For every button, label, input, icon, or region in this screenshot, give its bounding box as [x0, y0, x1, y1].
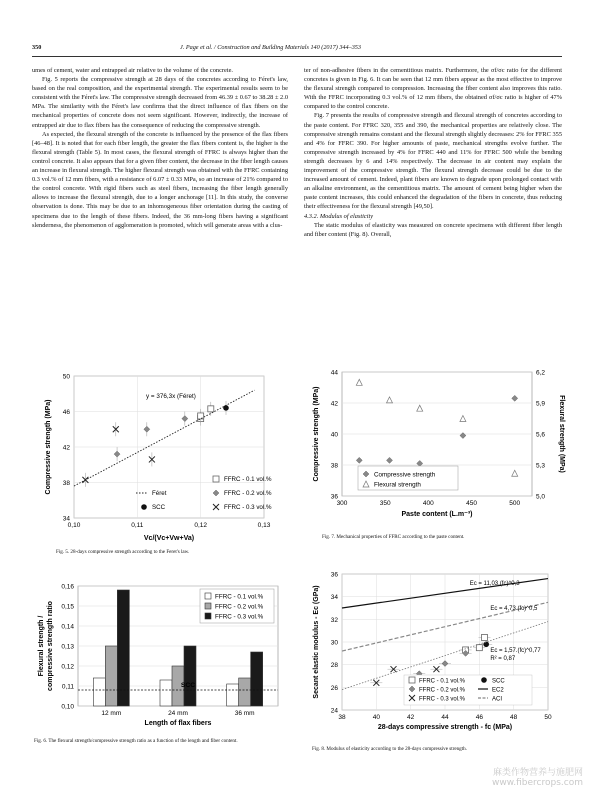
y-axis-label: Compressive strength (MPa) — [313, 386, 320, 482]
y2-tick-label: 5,6 — [536, 431, 546, 439]
fig8-chart — [306, 568, 562, 738]
y-tick-label: 34 — [62, 515, 70, 523]
bar — [227, 684, 239, 706]
x-tick-label: 300 — [336, 500, 348, 507]
y-tick-label: 50 — [62, 373, 70, 381]
section-heading: 4.3.2. Modulus of elasticity — [304, 212, 374, 220]
r2-label: R² = 0,87 — [490, 656, 516, 662]
x-axis-label: Length of flax fibers — [144, 720, 212, 727]
x-tick-label: 450 — [466, 500, 477, 507]
page-number: 350 — [32, 44, 42, 51]
paragraph: umes of cement, water and entrapped air relative to the volume of the concrete. — [32, 67, 233, 74]
y-tick-label: 0,14 — [61, 623, 74, 631]
bar — [160, 680, 172, 706]
y-tick-label: 30 — [330, 639, 338, 647]
bar — [93, 678, 105, 706]
legend-label: FFRC - 0.3 vol.% — [419, 696, 466, 703]
legend-swatch — [205, 613, 211, 619]
legend-label: FFRC - 0.1 vol.% — [224, 476, 272, 483]
y-tick-label: 42 — [62, 444, 70, 452]
y-tick-label: 0,11 — [61, 683, 74, 691]
x-tick-label: 0,11 — [131, 522, 144, 529]
fig5-caption: Fig. 5. 28-days compressive strength according to the Feret's law. — [56, 549, 190, 555]
y-tick-label: 0,15 — [61, 603, 74, 611]
y-tick-label: 0,13 — [61, 643, 74, 651]
fig5-chart — [38, 368, 278, 540]
fig6-caption: Fig. 6. The flexural strength/compressive strength ratio as a function of the length and fiber content. — [34, 738, 238, 744]
bar — [251, 652, 263, 706]
legend-label: FFRC - 0.2 vol.% — [419, 687, 466, 694]
paragraph: ter of non-adhesive fibers in the cementitious matrix. Furthermore, the σf/σc ratio for the different concretes is given in Fig. 6. It can be seen that 12 mm fibers appear as the most effective to improve the flexural strength compared to compression. Increasing the fiber content also improves this ratio. With the FFRC incorporating 0.3 vol.% of 12 mm fibers, the obtained σf/σc ratio is higher of 47% compared to the control concrete. — [304, 67, 562, 111]
paragraph: Fig. 7 presents the results of compressive strength and flexural strength of concretes according to the paste content. For FFRC 320, 355 and 390, the mechanical properties are relatively close. The compressive strength remains constant and the flexural strength slightly decreases: 2% for FFRC 355 and 4% for FFRC 390. For higher amounts of paste, mechanical strengths evolve further. The compressive strength increased by 4% for FFRC 440 and 11% for FFRC 500 while the bending strength decreases by 6 and 14% respectively. The decrease in air content may explain the improvement of the compressive strength. The flexural strength decrease could be due to the increased amount of cement. Indeed, plant fibers are known to degrade upon prolonged contact with an alkaline environment, as the cementitious matrix. The amount of cement being higher when the paste content increases, this could enhanced the degradation of the fibers in concrete, thus reducing their effectiveness for the flexural strength [49,50]. — [304, 112, 562, 211]
legend-marker — [213, 476, 219, 482]
y2-tick-label: 6,2 — [536, 369, 546, 377]
x-tick-label: 350 — [379, 500, 391, 507]
legend-label: SCC — [492, 678, 505, 685]
watermark-line: www.fibercrops.com — [492, 778, 583, 788]
bar — [184, 646, 196, 706]
right-column — [304, 66, 562, 239]
bar — [239, 678, 251, 706]
legend-swatch — [205, 603, 211, 609]
y-tick-label: 28 — [330, 662, 338, 670]
data-point — [476, 645, 482, 651]
legend-label: SCC — [152, 504, 166, 511]
running-header: J. Page et al. / Construction and Building Materials 140 (2017) 344–353 — [180, 44, 361, 51]
legend-marker — [409, 677, 415, 683]
fig7-chart — [306, 366, 565, 526]
y-tick-label: 36 — [330, 571, 338, 579]
data-point — [208, 406, 214, 412]
y-tick-label: 24 — [330, 707, 338, 715]
y-tick-label: 0,12 — [61, 663, 74, 671]
fig7-caption: Fig. 7. Mechanical properties of FFRC according to the paste content. — [322, 534, 465, 540]
x-tick-label: 400 — [422, 500, 434, 507]
y-axis-label: Secant elastic modulus - Ec (GPa) — [313, 585, 320, 699]
fig6-chart — [34, 578, 286, 728]
y2-tick-label: 5,3 — [536, 462, 546, 470]
y-tick-label: 36 — [330, 493, 338, 501]
x-tick-label: 38 — [338, 714, 346, 721]
legend-label: FFRC - 0.3 vol.% — [215, 613, 264, 621]
x-tick-label: 0,10 — [67, 522, 81, 529]
legend-marker — [141, 504, 147, 510]
legend-label: FFRC - 0.3 vol.% — [224, 504, 272, 511]
x-tick-label: 44 — [441, 714, 449, 721]
x-tick-label: 0,12 — [194, 522, 207, 529]
legend-label: Féret — [152, 490, 167, 497]
paragraph: The static modulus of elasticity was measured on concrete specimens with different fiber length and fiber content (Fig. 8). Overall, — [304, 221, 562, 238]
y-tick-label: 40 — [330, 431, 338, 439]
x-axis-label: Vc/(Vc+Vw+Va) — [143, 535, 195, 542]
x-tick-label: 40 — [372, 714, 380, 721]
y-tick-label: 42 — [330, 400, 338, 408]
legend-label: FFRC - 0.1 vol.% — [419, 678, 466, 685]
y-tick-label: 46 — [62, 409, 70, 416]
legend-label: FFRC - 0.2 vol.% — [224, 490, 272, 497]
equation-label: Ec = 4,73.(fc)^0,5 — [490, 606, 538, 612]
legend-marker — [481, 677, 487, 683]
bar — [117, 590, 129, 706]
y-tick-label: 26 — [330, 684, 338, 692]
y-tick-label: 34 — [330, 594, 338, 602]
y-tick-label: 38 — [62, 480, 70, 487]
watermark — [492, 768, 583, 788]
header-rule — [32, 56, 562, 57]
legend-label: EC2 — [492, 687, 504, 694]
data-point — [223, 405, 229, 411]
data-point — [198, 413, 204, 419]
equation-label: Ec = 1,57.(fc)^0,77 — [490, 648, 541, 654]
legend-label: FFRC - 0.2 vol.% — [215, 603, 264, 611]
data-point — [481, 634, 487, 640]
legend-label: ACI — [492, 696, 503, 703]
x-tick-label: 500 — [509, 500, 521, 507]
data-point — [483, 641, 489, 647]
watermark-line: 麻类作物营养与施肥网 — [492, 768, 583, 778]
x-tick-label: 12 mm — [101, 710, 122, 717]
legend-swatch — [205, 593, 211, 599]
scc-label: SCC — [180, 682, 196, 689]
fig8-caption: Fig. 8. Modulus of elasticity according to the 28-days compressive strength. — [312, 746, 467, 752]
y-tick-label: 44 — [330, 369, 338, 377]
equation-label: Ec = 11,03.(fc)^0,3 — [469, 581, 520, 587]
y-axis-label: Flexural strength / — [38, 615, 45, 677]
x-axis-label: 28-days compressive strength - fc (MPa) — [377, 724, 513, 731]
x-tick-label: 48 — [510, 714, 518, 721]
x-tick-label: 42 — [407, 714, 415, 721]
x-tick-label: 24 mm — [168, 710, 188, 717]
x-tick-label: 36 mm — [234, 710, 255, 717]
y-axis-label: Compressive strength (MPa) — [45, 399, 52, 495]
left-column — [32, 66, 288, 230]
y2-tick-label: 5,0 — [536, 493, 546, 501]
y-tick-label: 38 — [330, 462, 338, 470]
y-tick-label: 0,10 — [61, 703, 74, 711]
y-axis-label: compressive strength ratio — [47, 601, 54, 691]
x-axis-label: Paste content (L.m⁻³) — [401, 511, 473, 518]
x-tick-label: 0,13 — [257, 522, 271, 529]
legend-label: Flexural strength — [374, 481, 421, 489]
legend-label: FFRC - 0.1 vol.% — [215, 593, 264, 601]
paragraph: As expected, the flexural strength of the concrete is influenced by the presence of the flax fibers [46–48]. It is noted that for each fiber length, the greater the flax fibers content is, the higher is the flexural strength (Table 5). In most cases, the flexural strength of FFRC is always higher than the control concrete. It also appears that for a given fiber content, the decrease in the fiber length causes an increase in flexural strength. The higher flexural strength was obtained with the FFRC containing 0.3 vol.% of 12 mm fibers, with a resistance of 6.07 ± 0.33 MPa, so an increase of 21% compared to the control concrete. With rigid fibers such as steel fibers, increasing the fiber length generally allows to increase the flexural strength, due to a longer anchorage [11]. In this study, the converse observation is done. This may be due to an inhomogeneous fiber orientation during the casting of specimens due to the length of these fibers. Indeed, the 36 mm-long fibers having a significant slenderness, the phenomenon of agglomeration is promoted, which will generate areas with a clus- — [32, 130, 288, 229]
equation-label: y = 376,3x (Féret) — [146, 393, 196, 400]
paragraph: Fig. 5 reports the compressive strength at 28 days of the concretes according to Féret's law, based on the real composition, and the experimental strength. The experimental results seem to be consistent with the Féret's law. The compressive strength decreased from 46.39 ± 0.67 to 38.28 ± 2.0 MPa. The similarity with the Féret's law confirms that the direct influence of flax fibers on the mechanical properties of concrete does not seem significant. However, indirectly, the increase of entrapped air due to flax fibers has the consequence of reducing the compressive strength. — [32, 76, 288, 129]
y-tick-label: 32 — [330, 616, 338, 624]
bar — [105, 646, 117, 706]
x-tick-label: 46 — [475, 714, 483, 721]
y2-tick-label: 5,9 — [536, 400, 546, 408]
legend-label: Compressive strength — [374, 471, 436, 479]
x-tick-label: 50 — [544, 714, 552, 721]
y2-axis-label: Flexural strength (MPa) — [558, 395, 565, 473]
y-tick-label: 0,16 — [61, 583, 74, 591]
